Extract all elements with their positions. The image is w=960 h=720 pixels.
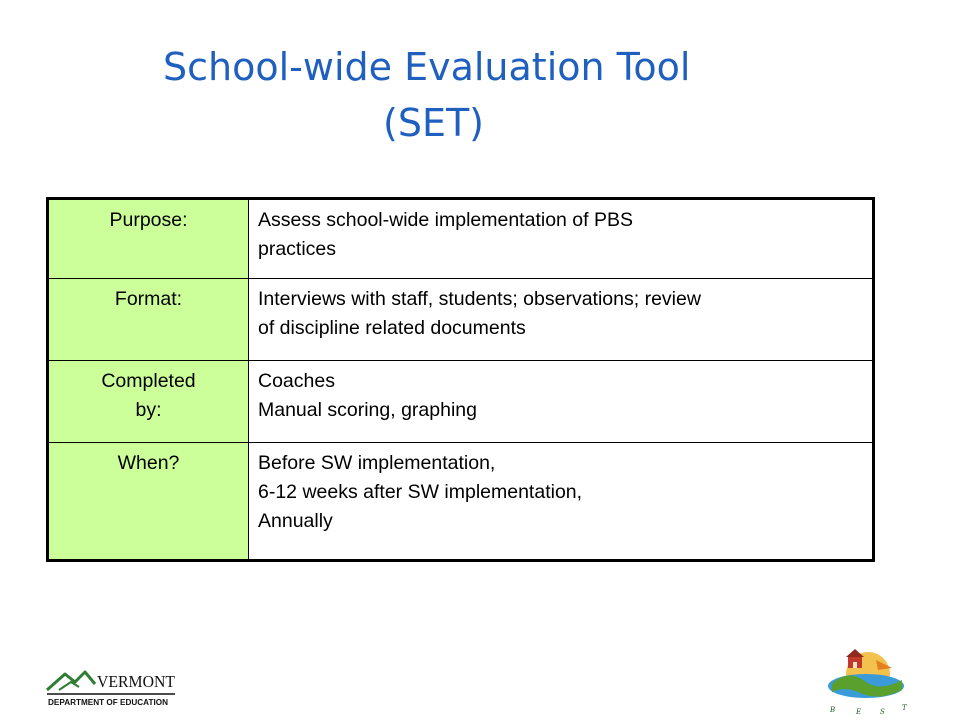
row-value: Coaches Manual scoring, graphing xyxy=(249,361,874,443)
row-label: Completed by: xyxy=(48,361,249,443)
row-label: Purpose: xyxy=(48,199,249,279)
title-line-2: (SET) xyxy=(383,101,484,145)
vermont-department: DEPARTMENT OF EDUCATION xyxy=(48,698,169,707)
set-info-table xyxy=(46,197,875,562)
vermont-logo xyxy=(45,660,177,710)
row-value: Interviews with staff, students; observations; review of discipline related documents xyxy=(249,279,874,361)
title-line-1: School-wide Evaluation Tool xyxy=(163,45,691,89)
row-label: Format: xyxy=(48,279,249,361)
table-row xyxy=(48,199,874,279)
svg-text:B: B xyxy=(830,706,836,714)
row-value: Before SW implementation, 6-12 weeks after SW implementation, Annually xyxy=(249,443,874,561)
table-row xyxy=(48,443,874,561)
vermont-name: VERMONT xyxy=(97,672,176,691)
svg-text:T: T xyxy=(902,704,907,712)
row-label: When? xyxy=(48,443,249,561)
table-row xyxy=(48,279,874,361)
table-row xyxy=(48,361,874,443)
svg-text:S: S xyxy=(880,708,885,716)
svg-text:E: E xyxy=(856,708,862,716)
best-logo xyxy=(818,646,914,716)
row-value: Assess school-wide implementation of PBS practices xyxy=(249,199,874,279)
